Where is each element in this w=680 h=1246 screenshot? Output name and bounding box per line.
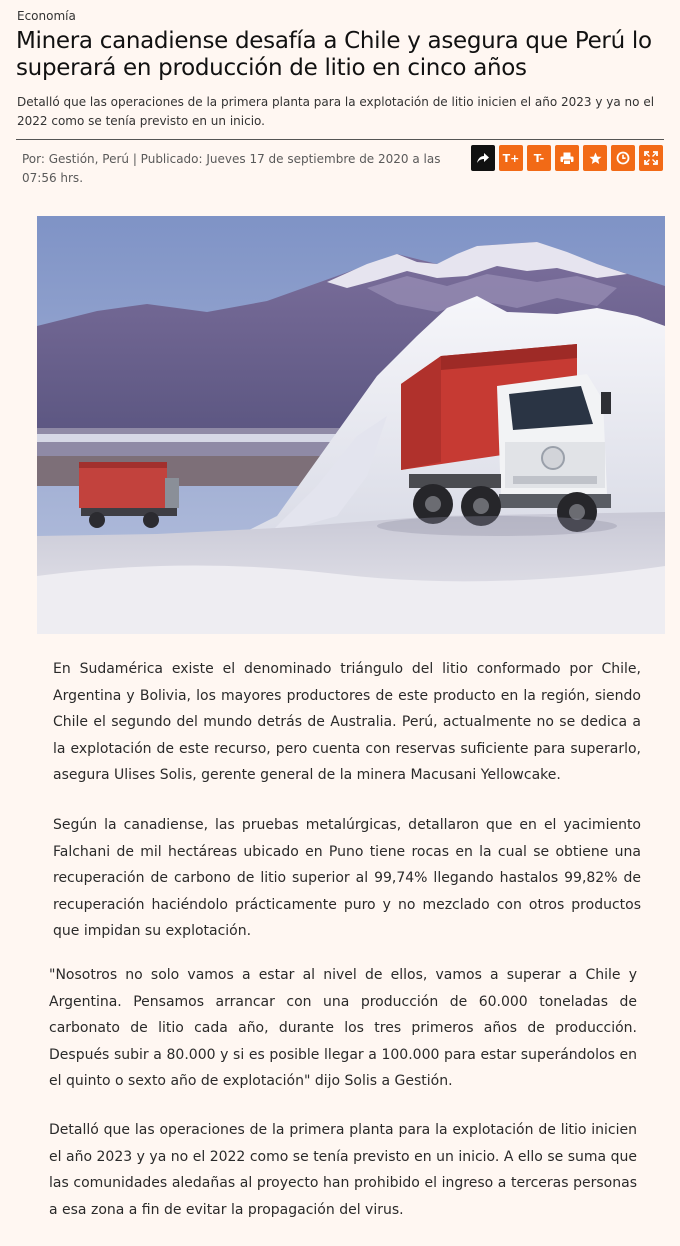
article-paragraph: Detalló que las operaciones de la primera planta para la explotación de litio inicien el año 2023 y ya no el 2022 como se tenía previsto en un inicio. A ello se suma que las comunidades aledañas al proyecto han prohibido el ingreso a terceras personas a esa zona a fin de evitar la propagación del virus. — [49, 1122, 637, 1218]
article-headline: Minera canadiense desafía a Chile y asegura que Perú lo superará en producción de litio en cinco años — [16, 28, 652, 81]
share-icon — [476, 152, 490, 164]
favorite-button[interactable] — [583, 145, 607, 171]
fullscreen-button[interactable] — [639, 145, 663, 171]
share-button[interactable] — [471, 145, 495, 171]
font-decrease-button[interactable]: T- — [527, 145, 551, 171]
article-paragraph: En Sudamérica existe el denominado triángulo del litio conformado por Chile, Argentina y Bolivia, los mayores productores de este producto en la región, siendo Chile el segundo del mundo detrás de Australia. Perú, actualmente no se dedica a la explotación de este recurso, pero cuenta con reservas suficiente para superarlo, asegura Ulises Solis, gerente general de la minera Macusani Yellowcake. — [53, 661, 641, 783]
article-quote: "Nosotros no solo vamos a estar al nivel de ellos, vamos a superar a Chile y Argentina. Pensamos arrancar con una producción de 60.000 toneladas de carbonato de litio cada año, durante los tres primeros años de producción. Después subir a 80.000 y si es posible llegar a 100.000 para estar superándolos en el quinto o sexto año de explotación" dijo Solis a Gestión. — [49, 967, 637, 1089]
read-later-button[interactable] — [611, 145, 635, 171]
article-photo — [37, 216, 665, 634]
article-paragraph: Según la canadiense, las pruebas metalúrgicas, detallaron que en el yacimiento Falchani de mil hectáreas ubicado en Puno tiene rocas en la cual se obtiene una recuperación de carbono de litio superior al 99,74% llegando hastalos 99,82% de recuperación haciéndolo prácticamente puro y no mezclado con otros productos que impidan su explotación. — [53, 817, 641, 939]
article-toolbar — [471, 145, 663, 171]
section-category[interactable]: Economía — [17, 9, 76, 23]
star-icon — [589, 152, 602, 165]
print-button[interactable] — [555, 145, 579, 171]
print-icon — [560, 152, 574, 165]
article-byline: Por: Gestión, Perú | Publicado: Jueves 17 de septiembre de 2020 a las 07:56 hrs. — [22, 152, 441, 185]
fullscreen-icon — [644, 151, 658, 165]
clock-icon — [616, 151, 630, 165]
font-increase-button[interactable]: T+ — [499, 145, 523, 171]
article-summary: Detalló que las operaciones de la primera planta para la explotación de litio inicien el año 2023 y ya no el 2022 como se tenía previsto en un inicio. — [17, 95, 655, 128]
header-divider — [16, 139, 664, 140]
